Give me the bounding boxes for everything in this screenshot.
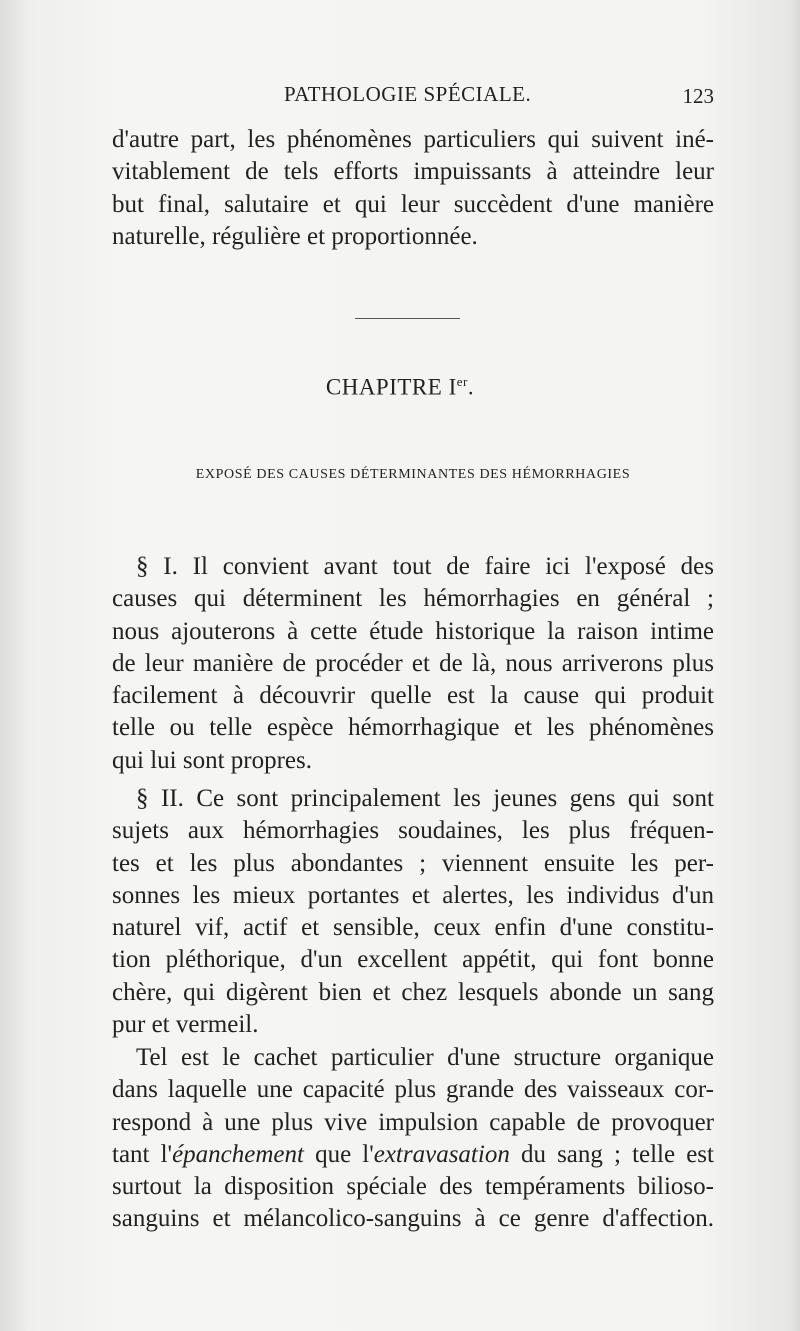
text-line: sanguins et mélancolico-sanguins à ce genre d'affection. bbox=[112, 1205, 714, 1233]
text-line: de leur manière de procéder et de là, nous arriverons plus bbox=[112, 649, 714, 677]
text-line: § I. Il convient avant tout de faire ici l'exposé des bbox=[136, 553, 714, 580]
chapter-title: CHAPITRE I bbox=[325, 374, 457, 400]
text-fragment: du sang ; telle est bbox=[509, 1140, 714, 1168]
text-line: respond à une plus vive impulsion capable de provoquer bbox=[112, 1108, 714, 1136]
chapter-title-end: . bbox=[467, 374, 475, 400]
text-line: d'autre part, les phénomènes particuliers qui suivent iné- bbox=[112, 126, 714, 153]
text-line: tion pléthorique, d'un excellent appétit, qui font bonne bbox=[112, 946, 714, 974]
text-line: sujets aux hémorrhagies soudaines, les plus fréquen- bbox=[112, 817, 714, 845]
text-line-with-emphasis bbox=[112, 1139, 714, 1171]
section-1 bbox=[112, 551, 714, 777]
text-line: facilement à découvrir quelle est la cause qui produit bbox=[112, 682, 714, 710]
text-line: § II. Ce sont principalement les jeunes gens qui sont bbox=[136, 785, 714, 812]
text-line: chère, qui digèrent bien et chez lesquels abonde un sang bbox=[112, 978, 714, 1006]
text-line: sonnes les mieux portantes et alertes, les individus d'un bbox=[112, 881, 714, 909]
text-line: nous ajouterons à cette étude historique la raison intime bbox=[112, 617, 714, 645]
text-line: pur et vermeil. bbox=[112, 1011, 259, 1039]
text-line: tes et les plus abondantes ; viennent ensuite les per- bbox=[112, 849, 714, 877]
section-2 bbox=[112, 783, 714, 1041]
text-line: Tel est le cachet particulier d'une structure organique bbox=[136, 1044, 714, 1071]
text-line: vitablement de tels efforts impuissants à atteindre leur bbox=[112, 158, 714, 186]
chapter-title-sup: er bbox=[456, 374, 468, 389]
section-divider bbox=[355, 318, 460, 319]
running-title: PATHOLOGIE SPÉCIALE. bbox=[284, 82, 532, 106]
text-line: surtout la disposition spéciale des tempéraments bilioso- bbox=[112, 1173, 714, 1201]
chapter-subtitle: EXPOSÉ DES CAUSES DÉTERMINANTES DES HÉMORRHAGIES bbox=[195, 467, 631, 482]
text-line: dans laquelle une capacité plus grande des vaisseaux cor- bbox=[112, 1076, 714, 1104]
text-line: naturelle, régulière et proportionnée. bbox=[112, 222, 478, 250]
text-line: qui lui sont propres. bbox=[112, 746, 312, 774]
text-fragment: tant l' bbox=[112, 1140, 173, 1168]
chapter-heading bbox=[0, 374, 800, 401]
text-line: telle ou telle espèce hémorrhagique et les phénomènes bbox=[112, 714, 714, 742]
text-fragment: que l' bbox=[303, 1140, 374, 1168]
emphasis-epanchement: épanchement bbox=[172, 1140, 304, 1168]
text-line: but final, salutaire et qui leur succèdent d'une manière bbox=[112, 190, 714, 218]
text-line: causes qui déterminent les hémorrhagies en général ; bbox=[112, 585, 714, 613]
running-head bbox=[112, 82, 714, 112]
intro-paragraph bbox=[112, 124, 714, 253]
page-number: 123 bbox=[682, 84, 714, 108]
emphasis-extravasation: extravasation bbox=[373, 1140, 510, 1168]
text-line: naturel vif, actif et sensible, ceux enfin d'une constitu- bbox=[112, 914, 714, 942]
paragraph-3 bbox=[112, 1042, 714, 1236]
